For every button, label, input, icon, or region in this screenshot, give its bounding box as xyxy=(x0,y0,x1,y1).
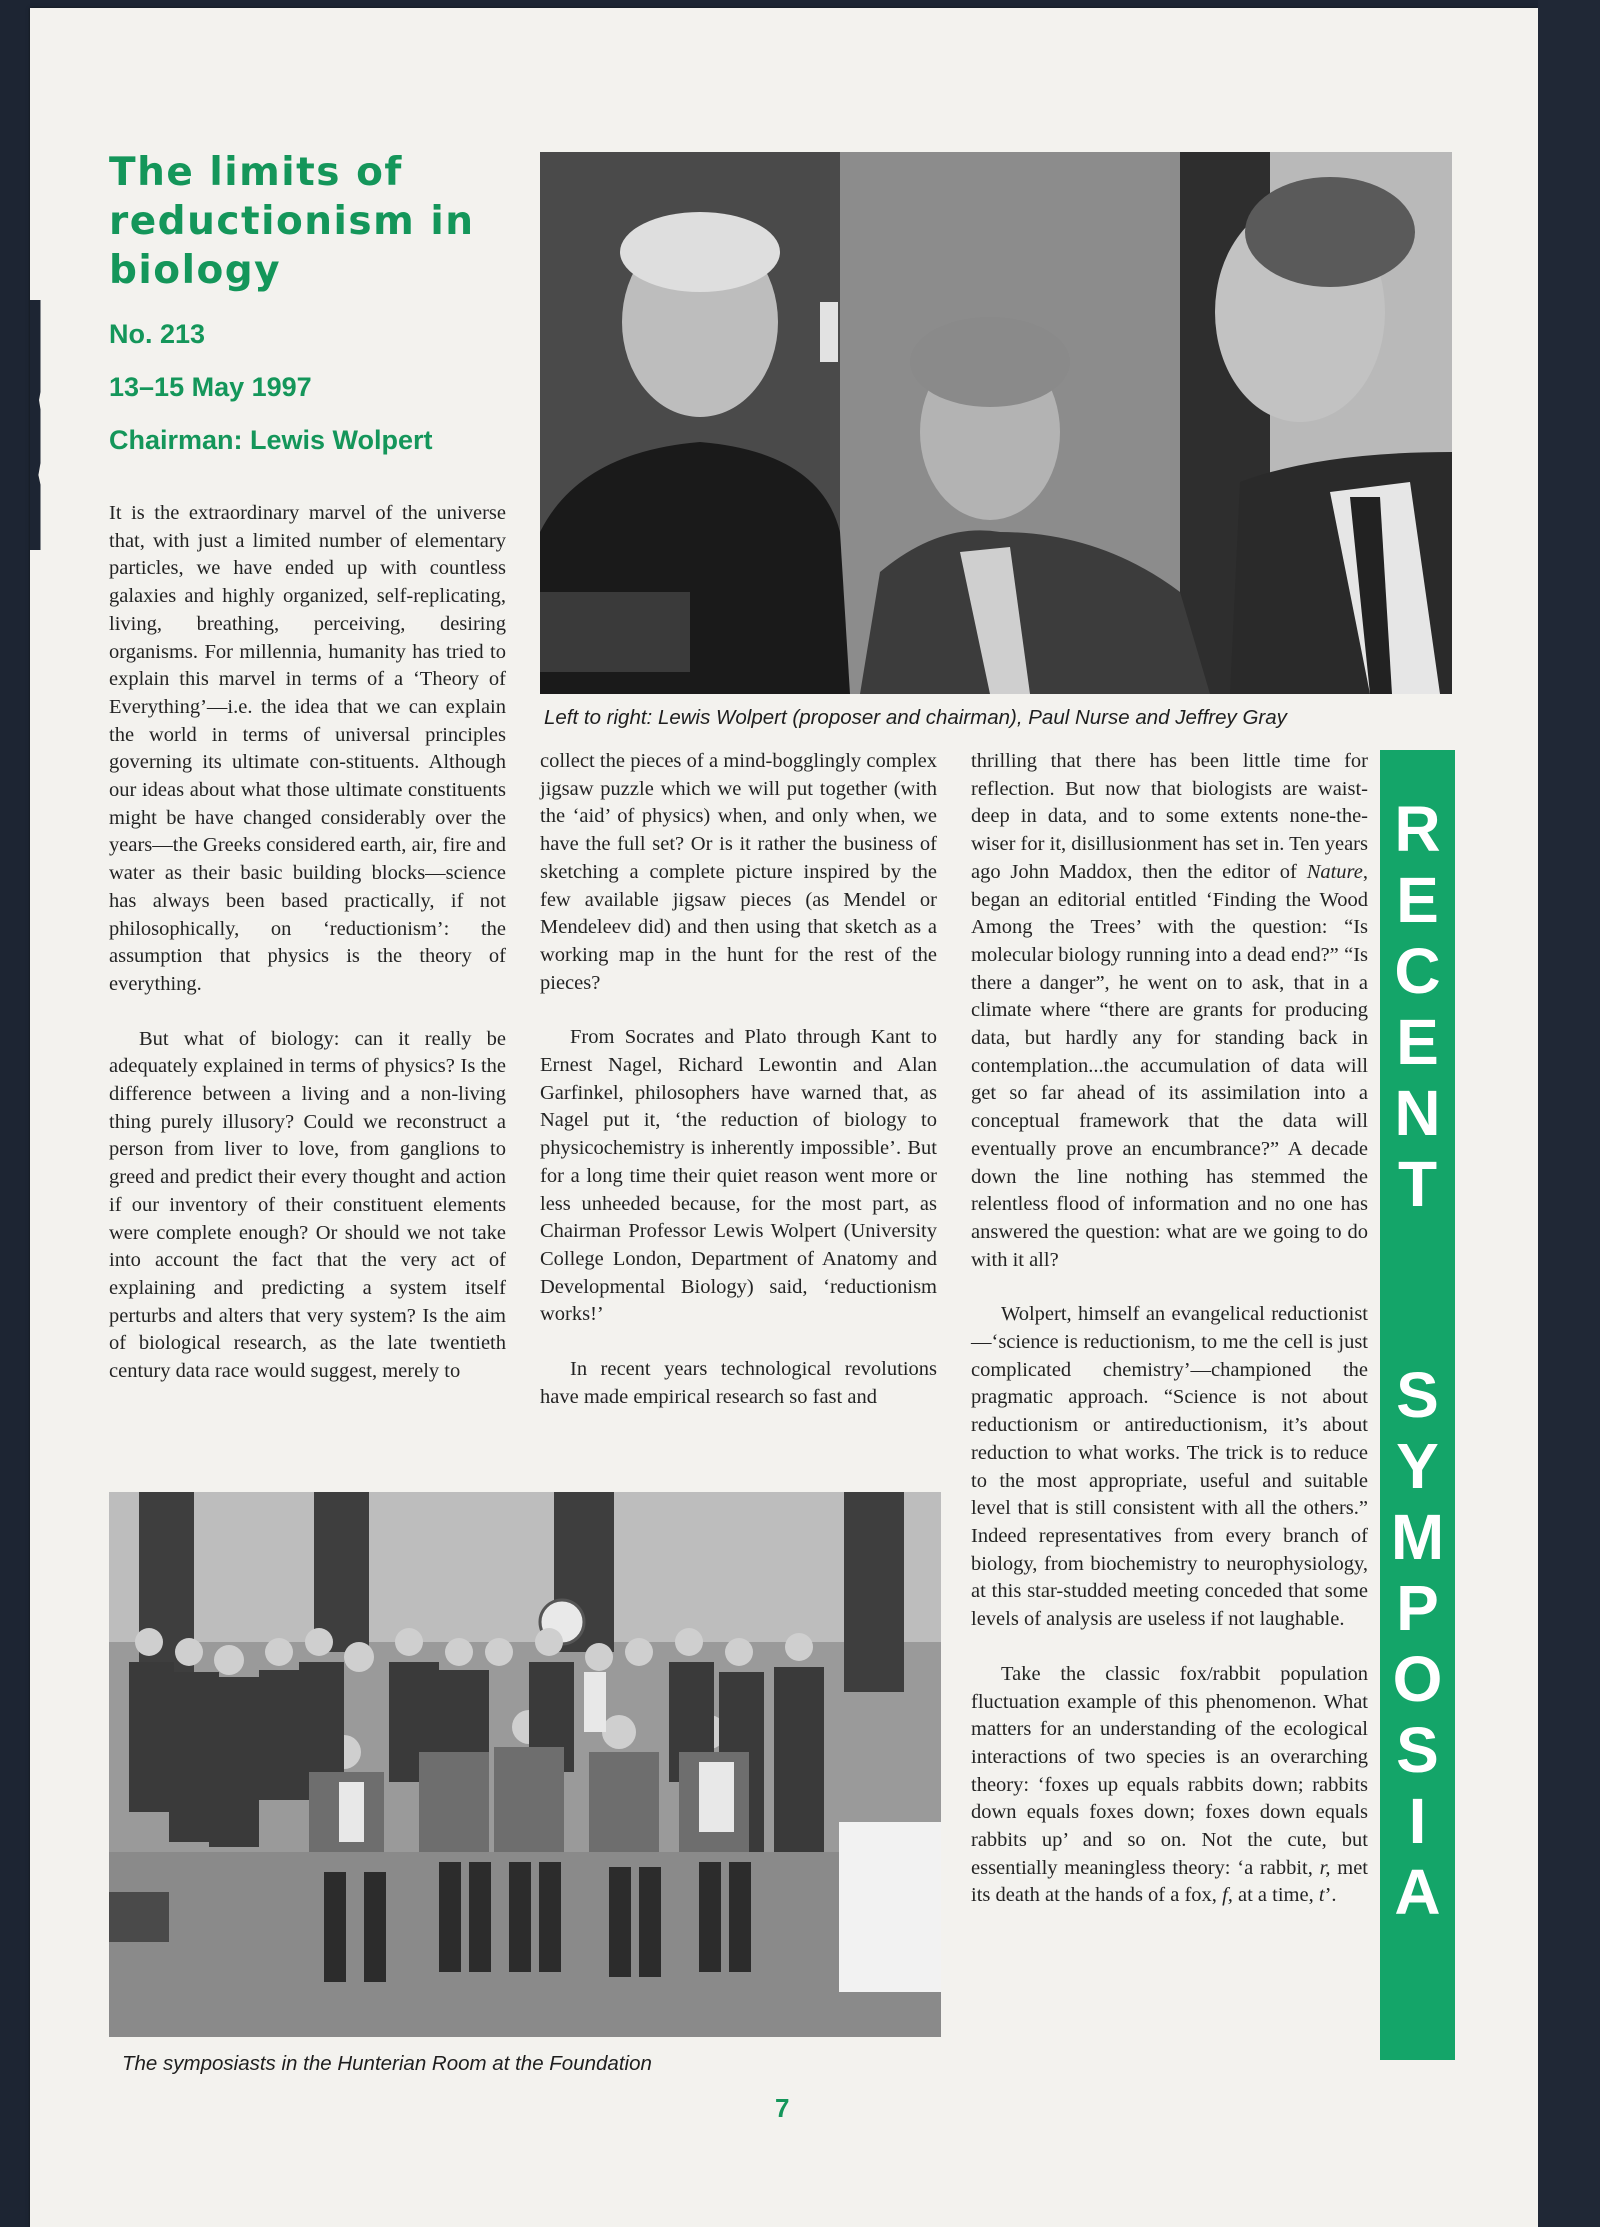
text-run: Take the classic fox/rabbit population fluctuation example of this phenomenon. What matters for an understanding of the ecological interactions of two species is an overarching theory: ‘foxes up equals rabbits down; rabbits down equals foxes down; foxes down equals rabbits up’ and so on. Not the cute, but essentially meaningless theory: ‘a rabbit, xyxy=(971,1662,1368,1879)
top-photo-caption: Left to right: Lewis Wolpert (proposer and chairman), Paul Nurse and Jeffrey Gray xyxy=(544,706,1287,729)
symposium-number: No. 213 xyxy=(109,319,206,349)
symposium-dates: 13–15 May 1997 xyxy=(109,372,312,402)
chairman-line: Chairman: Lewis Wolpert xyxy=(109,425,433,455)
text-column-3 xyxy=(971,748,1368,1910)
paragraph: But what of biology: can it really be adequately explained in terms of physics? Is the difference between a living and a non-living thing purely illusory? Could we reconstruct a person from liver to love, from ganglions to greed and predict their every thought and action if our inventory of their constituent elements were complete enough? Or should we not take into account the fact that the very act of explaining and predicting a system itself perturbs and alters that very system? Is the aim of biological research, as the late twentieth century data race would suggest, merely to xyxy=(109,1027,506,1383)
text-column-2 xyxy=(540,748,937,1411)
banner-letter: S xyxy=(1396,1714,1439,1786)
text-run: thrilling that there has been little time for reflection. But now that biologists are waist-deep in data, and to some extents none-the-wiser for it, disillusionment has set in. Ten years ago John Maddox, then the editor of xyxy=(971,750,1368,883)
banner-letter: P xyxy=(1396,1572,1439,1644)
variable-t: t xyxy=(1318,1884,1325,1907)
recent-symposia-banner xyxy=(1380,750,1455,2060)
banner-letter: A xyxy=(1394,1856,1441,1928)
top-photo-image xyxy=(540,152,1452,694)
paragraph: In recent years technological revolutions have made empirical research so fast and xyxy=(540,1358,937,1408)
article-title: The limits of reductionism in biology xyxy=(109,150,475,293)
variable-r: r, xyxy=(1319,1856,1331,1879)
banner-letter: T xyxy=(1397,1148,1438,1220)
text-run: ’. xyxy=(1324,1884,1337,1907)
paragraph: Wolpert, himself an evangelical reductionist—‘science is reductionism, to me the cell is just complicated chemistry’—championed the pragmatic approach. “Science is not about reductionism or antireductionism, it’s about reduction to what works. The trick is to reduce to the most appropriate, useful and suitable level that is still consistent with all the others.” Indeed representatives from every branch of biology, from biochemistry to neurophysiology, at this star-studded meeting conceded that some levels of analysis are useless if not laughable. xyxy=(971,1303,1368,1631)
banner-letter: E xyxy=(1396,1006,1439,1078)
banner-letter: M xyxy=(1390,1501,1445,1573)
paragraph xyxy=(971,748,1368,1274)
variable-f: f, xyxy=(1222,1884,1233,1907)
group-photo-image xyxy=(109,1492,941,2037)
banner-letter: C xyxy=(1394,935,1441,1007)
text-run: at a time, xyxy=(1232,1884,1319,1907)
text-run: met its death at the hands of a fox, xyxy=(971,1856,1368,1907)
paragraph: It is the extraordinary marvel of the universe that, with just a limited number of elementary particles, we have ended up with countless galaxies and highly organized, self-replicating, living, breathing, perceiving, desiring organisms. For millennia, humanity has tried to explain this marvel in terms of a ‘Theory of Everything’—i.e. the idea that we can explain the world in terms of universal principles governing its ultimate con-stituents. Although our ideas about what those ultimate constituents might be have changed considerably over the years—the Greeks considered earth, air, fire and water as their basic building blocks—science has always been based practically, if not philosophically, on ‘reductionism’: the assumption that physics is the theory of everything. xyxy=(109,502,506,995)
paragraph xyxy=(971,1661,1368,1910)
banner-letter: O xyxy=(1392,1643,1443,1715)
group-photo xyxy=(109,1492,941,2037)
journal-name: Nature xyxy=(1306,860,1363,883)
background-edge xyxy=(1538,0,1600,2227)
page-number: 7 xyxy=(775,2093,790,2123)
banner-letter: E xyxy=(1396,864,1439,936)
banner-letter: I xyxy=(1408,1785,1427,1857)
banner-letter: N xyxy=(1394,1077,1441,1149)
text-run: , began an editorial entitled ‘Finding the Wood Among the Trees’ with the question: “Is molecular biology running into a dead end?” “Is there a danger”, he went on to ask, that in a climate where “there are grants for producing data, but hardly any for standing back in contemplation...the accumulation of data will get so far ahead of its assimilation into a conceptual framework that the data will eventually prove an encumbrance?” A decade down the line nothing has stemmed the relentless flood of information and no one has answered the question: what are we going to do with it all? xyxy=(971,860,1368,1271)
top-photo xyxy=(540,152,1452,694)
banner-letter: Y xyxy=(1396,1430,1439,1502)
paragraph: From Socrates and Plato through Kant to Ernest Nagel, Richard Lewontin and Alan Garfinkel, philosophers have warned that, as Nagel put it, ‘the reduction of biology to physicochemistry is inherently impossible’. But for a long time their quiet reason went more or less unheeded because, for the most part, as Chairman Professor Lewis Wolpert (University College London, Department of Anatomy and Developmental Biology) said, ‘reductionism works!’ xyxy=(540,1026,937,1326)
group-photo-caption: The symposiasts in the Hunterian Room at the Foundation xyxy=(122,2052,652,2075)
text-column-1 xyxy=(109,500,506,1386)
banner-letter: S xyxy=(1396,1359,1439,1431)
paragraph: collect the pieces of a mind-bogglingly complex jigsaw puzzle which we will put together (with the ‘aid’ of physics) when, and only when, we have the full set? Or is it rather the business of sketching a complete picture inspired by the few available jigsaw pieces (as Mendel or Mendeleev did) and then using that sketch as a working map in the hunt for the rest of the pieces? xyxy=(540,750,937,994)
banner-letter: R xyxy=(1394,793,1441,865)
